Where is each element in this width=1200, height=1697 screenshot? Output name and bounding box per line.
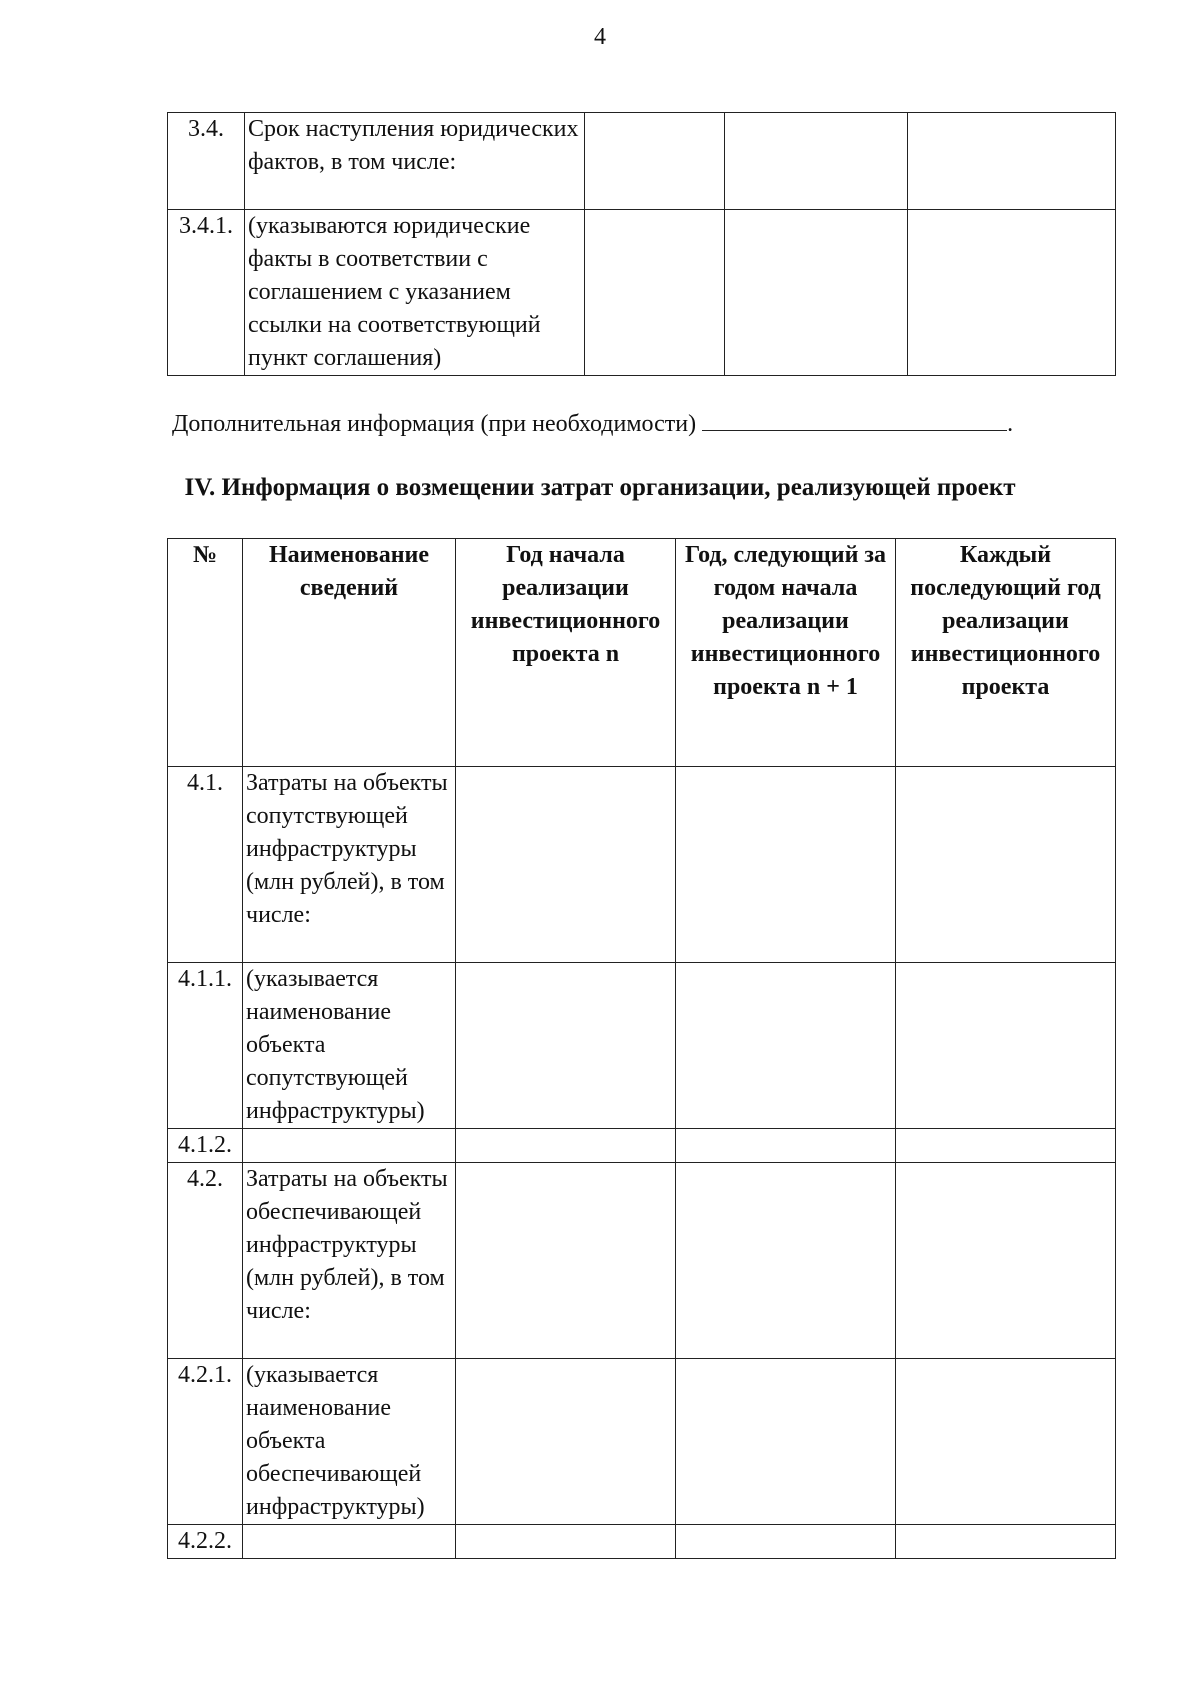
row-text[interactable] — [243, 1129, 456, 1163]
row-number: 4.1.2. — [168, 1129, 243, 1163]
header-year-each: Каждый последующий год реализации инвестиционного проекта — [896, 539, 1116, 767]
value-cell[interactable] — [456, 1525, 676, 1559]
row-text[interactable] — [243, 1525, 456, 1559]
value-cell[interactable] — [908, 113, 1116, 210]
additional-info-label: Дополнительная информация (при необходимости) — [172, 411, 697, 437]
section-title: IV. Информация о возмещении затрат организации, реализующей проект — [184, 474, 1016, 501]
value-cell[interactable] — [676, 1525, 896, 1559]
legal-facts-table — [167, 112, 1116, 376]
row-number: 4.1.1. — [168, 963, 243, 1129]
additional-info — [172, 408, 1013, 438]
additional-info-suffix: . — [1007, 411, 1014, 437]
table-row — [168, 1359, 1116, 1525]
header-row — [168, 539, 1116, 767]
row-number: 4.2.2. — [168, 1525, 243, 1559]
value-cell[interactable] — [456, 1359, 676, 1525]
row-text: Затраты на объекты обеспечивающей инфраструктуры (млн рублей), в том числе: — [243, 1163, 456, 1359]
value-cell[interactable] — [676, 1129, 896, 1163]
table-row — [168, 767, 1116, 963]
value-cell[interactable] — [456, 1129, 676, 1163]
row-number: 3.4. — [168, 113, 245, 210]
value-cell[interactable] — [725, 113, 908, 210]
row-text: Затраты на объекты сопутствующей инфраструктуры (млн рублей), в том числе: — [243, 767, 456, 963]
value-cell[interactable] — [456, 767, 676, 963]
value-cell[interactable] — [896, 1163, 1116, 1359]
value-cell[interactable] — [896, 1359, 1116, 1525]
header-year-next: Год, следующий за годом начала реализации инвестиционного проекта n + 1 — [676, 539, 896, 767]
row-number: 4.2. — [168, 1163, 243, 1359]
value-cell[interactable] — [456, 963, 676, 1129]
row-number: 4.1. — [168, 767, 243, 963]
table-row — [168, 1129, 1116, 1163]
row-number: 4.2.1. — [168, 1359, 243, 1525]
table-row — [168, 210, 1116, 376]
table-row — [168, 1525, 1116, 1559]
row-number: 3.4.1. — [168, 210, 245, 376]
header-name: Наименование сведений — [243, 539, 456, 767]
table-row — [168, 1163, 1116, 1359]
table-row — [168, 113, 1116, 210]
value-cell[interactable] — [725, 210, 908, 376]
row-text: Срок наступления юридических фактов, в том числе: — [245, 113, 585, 210]
header-year-start: Год начала реализации инвестиционного проекта n — [456, 539, 676, 767]
header-num: № — [168, 539, 243, 767]
value-cell[interactable] — [896, 767, 1116, 963]
value-cell[interactable] — [456, 1163, 676, 1359]
table-row — [168, 963, 1116, 1129]
value-cell[interactable] — [896, 1525, 1116, 1559]
row-text: (указываются юридические факты в соответствии с соглашением с указанием ссылки на соответствующий пункт соглашения) — [245, 210, 585, 376]
value-cell[interactable] — [896, 963, 1116, 1129]
value-cell[interactable] — [896, 1129, 1116, 1163]
row-text: (указывается наименование объекта обеспечивающей инфраструктуры) — [243, 1359, 456, 1525]
value-cell[interactable] — [585, 210, 725, 376]
value-cell[interactable] — [585, 113, 725, 210]
value-cell[interactable] — [676, 767, 896, 963]
cost-reimbursement-table — [167, 538, 1116, 1559]
value-cell[interactable] — [908, 210, 1116, 376]
page-number: 4 — [594, 24, 606, 50]
row-text: (указывается наименование объекта сопутствующей инфраструктуры) — [243, 963, 456, 1129]
additional-info-blank[interactable] — [702, 408, 1007, 431]
value-cell[interactable] — [676, 1359, 896, 1525]
value-cell[interactable] — [676, 1163, 896, 1359]
value-cell[interactable] — [676, 963, 896, 1129]
